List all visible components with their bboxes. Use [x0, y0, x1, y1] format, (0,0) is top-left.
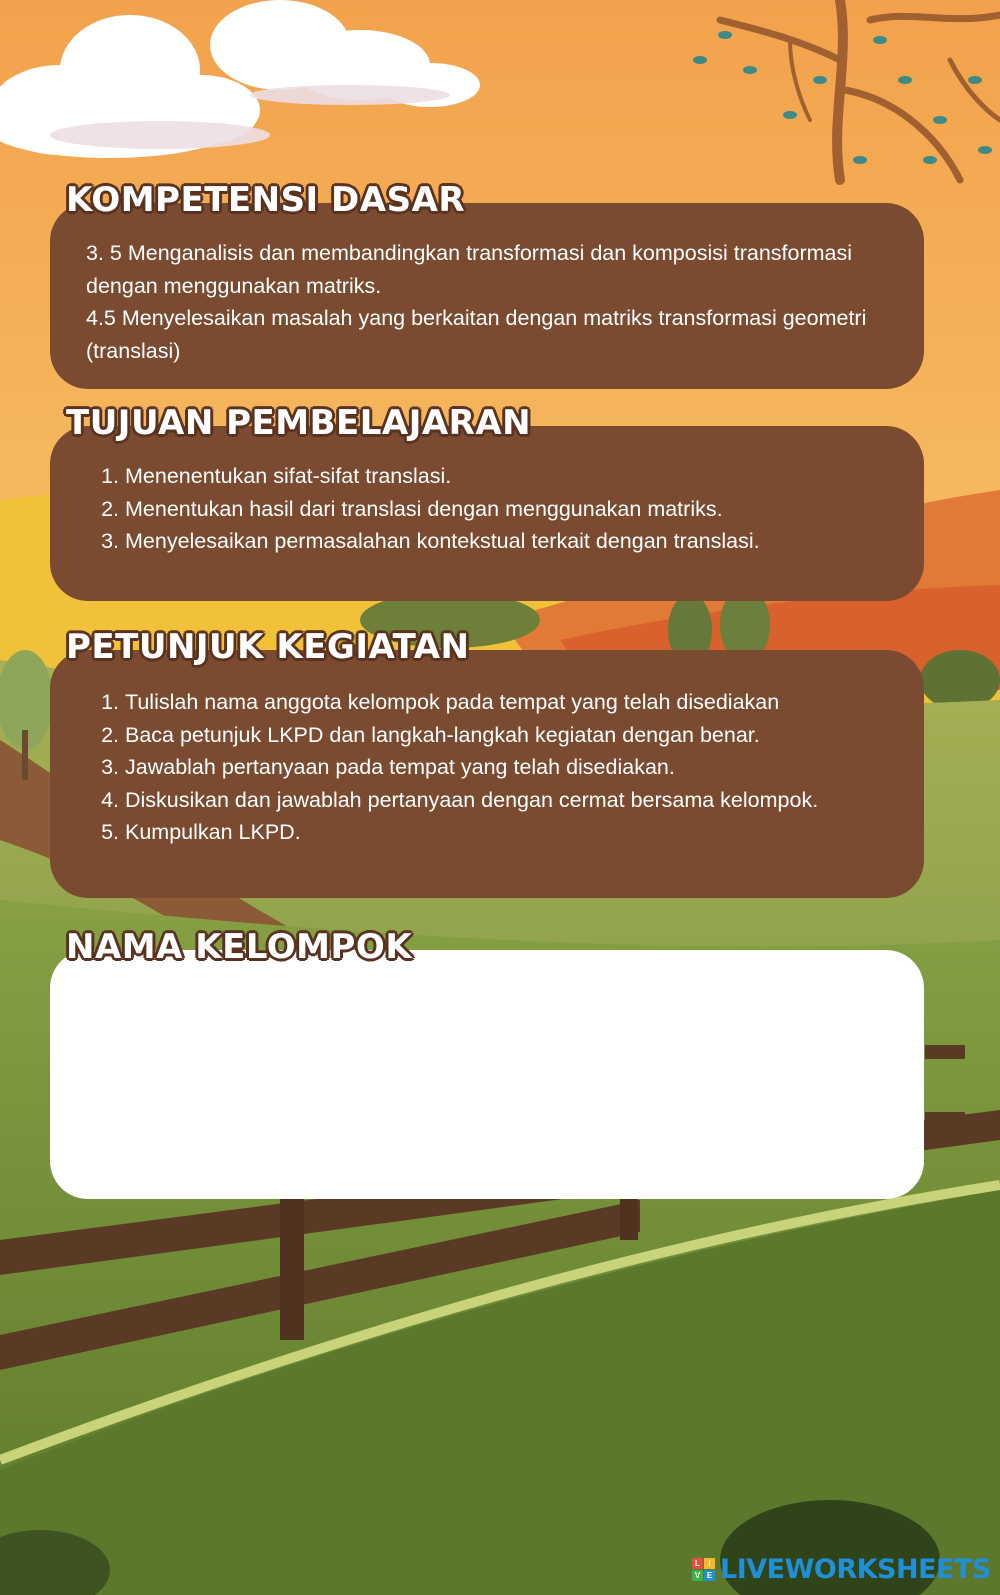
- logo-letter: L: [692, 1558, 703, 1569]
- list-item: 2. Baca petunjuk LKPD dan langkah-langkah kegiatan dengan benar.: [125, 719, 894, 752]
- petunjuk-kegiatan-box: [50, 650, 924, 898]
- list-item: 3. Jawablah pertanyaan pada tempat yang telah disediakan.: [125, 751, 894, 784]
- list-item: 3. Menyelesaikan permasalahan kontekstual terkait dengan translasi.: [125, 525, 894, 558]
- liveworksheets-brand: LIVEWORKSHEETS: [720, 1554, 991, 1585]
- kd-line-1: 3. 5 Menganalisis dan membandingkan transformasi dan komposisi transformasi dengan menggunakan matriks.: [86, 241, 853, 298]
- list-item: 1. Tulislah nama anggota kelompok pada tempat yang telah disediakan: [125, 686, 894, 719]
- liveworksheets-logo-icon: [692, 1558, 715, 1581]
- logo-letter: I: [704, 1558, 715, 1569]
- logo-letter: V: [692, 1570, 703, 1581]
- liveworksheets-logo: [692, 1554, 991, 1585]
- section-title-tujuan-pembelajaran: TUJUAN PEMBELAJARAN: [66, 403, 532, 443]
- petunjuk-list: [50, 686, 894, 849]
- section-title-nama-kelompok: NAMA KELOMPOK: [66, 927, 413, 967]
- tujuan-list: [50, 460, 894, 558]
- section-title-kompetensi-dasar: KOMPETENSI DASAR: [66, 180, 466, 220]
- kompetensi-dasar-box: [50, 203, 924, 389]
- tujuan-pembelajaran-box: [50, 426, 924, 601]
- section-title-petunjuk-kegiatan: PETUNJUK KEGIATAN: [66, 627, 470, 667]
- list-item: 2. Menentukan hasil dari translasi dengan menggunakan matriks.: [125, 493, 894, 526]
- list-item: 1. Menenentukan sifat-sifat translasi.: [125, 460, 894, 493]
- list-item: 5. Kumpulkan LKPD.: [125, 816, 894, 849]
- list-item: 4. Diskusikan dan jawablah pertanyaan dengan cermat bersama kelompok.: [125, 784, 894, 817]
- nama-kelompok-input-area[interactable]: [50, 950, 924, 1199]
- kd-line-2: 4.5 Menyelesaikan masalah yang berkaitan dengan matriks transformasi geometri (translasi): [86, 306, 867, 363]
- logo-letter: E: [704, 1570, 715, 1581]
